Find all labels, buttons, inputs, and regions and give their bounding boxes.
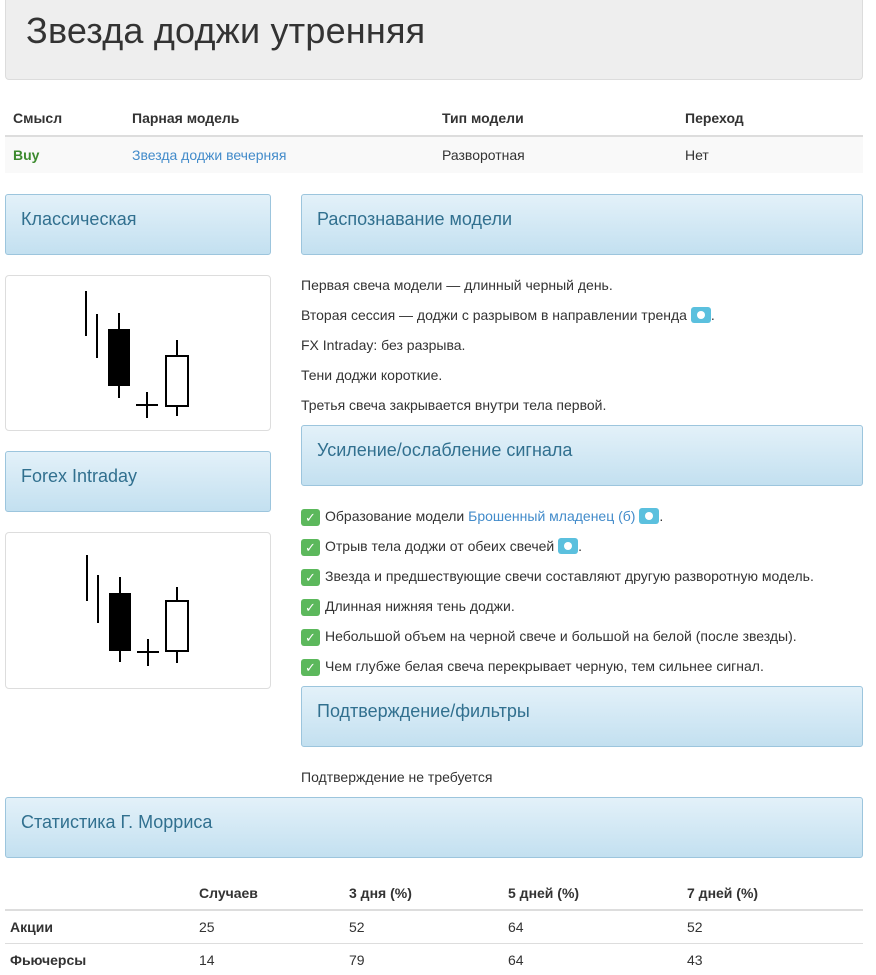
header-model-type: Тип модели: [434, 100, 677, 136]
stats-cell: 43: [682, 944, 863, 975]
recognition-item: Вторая сессия — доджи с разрывом в направлении тренда .: [301, 307, 715, 323]
stats-cell: 64: [503, 944, 682, 975]
header-transition: Переход: [677, 100, 863, 136]
table-row: [5, 910, 863, 944]
signal-item: Небольшой объем на черной свече и большой на белой (после звезды).: [325, 628, 797, 644]
info-icon[interactable]: [691, 307, 711, 323]
forex-chart-image: [5, 532, 271, 689]
check-icon: ✓: [301, 539, 320, 556]
white-candle-body: [166, 356, 188, 406]
panel-forex-title: Forex Intraday: [21, 466, 138, 486]
info-icon[interactable]: [558, 538, 578, 554]
signal-item: Длинная нижняя тень доджи.: [325, 598, 515, 614]
recognition-item: FX Intraday: без разрыва.: [301, 337, 466, 353]
recognition-item: Первая свеча модели — длинный черный день.: [301, 277, 613, 293]
stats-header: [5, 876, 194, 910]
stats-cell: 52: [687, 919, 703, 935]
signal-item: Образование модели Брошенный младенец (б) .: [325, 508, 664, 524]
stats-header: Случаев: [194, 876, 344, 910]
stats-header: 5 дней (%): [503, 876, 682, 910]
recognition-item: Тени доджи короткие.: [301, 367, 443, 383]
panel-stats: [5, 797, 863, 858]
panel-signal: [301, 425, 863, 486]
panel-stats-title: Статистика Г. Морриса: [21, 812, 213, 832]
check-icon: ✓: [301, 659, 320, 676]
stats-header: 7 дней (%): [682, 876, 863, 910]
signal-item: Чем глубже белая свеча перекрывает черную, тем сильнее сигнал.: [325, 658, 764, 674]
transition-value: Нет: [677, 136, 863, 173]
stats-cell: 64: [508, 919, 524, 935]
confirm-text: Подтверждение не требуется: [301, 769, 493, 785]
abandoned-baby-link[interactable]: Брошенный младенец (б): [468, 508, 636, 524]
stats-cell: 14: [194, 944, 344, 975]
table-row: [5, 136, 863, 173]
header-paired-model: Парная модель: [124, 100, 434, 136]
stats-header: 3 дня (%): [344, 876, 503, 910]
title-banner: [5, 0, 863, 80]
stats-row-label: Фьючерсы: [5, 944, 194, 975]
white-candle-body: [166, 601, 188, 651]
model-info-table: [5, 100, 863, 173]
paired-model-link[interactable]: Звезда доджи вечерняя: [132, 147, 287, 163]
stats-table: [5, 876, 863, 975]
panel-confirm-title: Подтверждение/фильтры: [317, 701, 530, 721]
check-icon: ✓: [301, 599, 320, 616]
table-row: [5, 944, 863, 975]
classic-chart-image: [5, 275, 271, 431]
info-icon[interactable]: [639, 508, 659, 524]
page-title: Звезда доджи утренняя: [26, 10, 426, 51]
header-meaning: Смысл: [5, 100, 124, 136]
check-icon: ✓: [301, 509, 320, 526]
signal-item: Звезда и предшествующие свечи составляют другую разворотную модель.: [325, 568, 814, 584]
classic-candles-svg: [6, 276, 270, 430]
signal-item: Отрыв тела доджи от обеих свечей .: [325, 538, 582, 554]
black-candle-body: [108, 329, 130, 386]
panel-signal-title: Усиление/ослабление сигнала: [317, 440, 573, 460]
black-candle-body: [109, 593, 131, 651]
forex-candles-svg: [6, 533, 270, 688]
stats-cell: 79: [344, 944, 503, 975]
panel-classic-title: Классическая: [21, 209, 137, 229]
panel-forex: [5, 451, 271, 512]
panel-recognition: [301, 194, 863, 255]
stats-cell: 25: [199, 919, 215, 935]
stats-cell: 52: [349, 919, 365, 935]
model-type-value: Разворотная: [434, 136, 677, 173]
check-icon: ✓: [301, 569, 320, 586]
recognition-item: Третья свеча закрывается внутри тела первой.: [301, 397, 607, 413]
check-icon: ✓: [301, 629, 320, 646]
panel-recognition-title: Распознавание модели: [317, 209, 513, 229]
panel-confirm: [301, 686, 863, 747]
panel-classic: [5, 194, 271, 255]
meaning-value: Buy: [5, 136, 124, 173]
stats-row-label: Акции: [10, 919, 53, 935]
